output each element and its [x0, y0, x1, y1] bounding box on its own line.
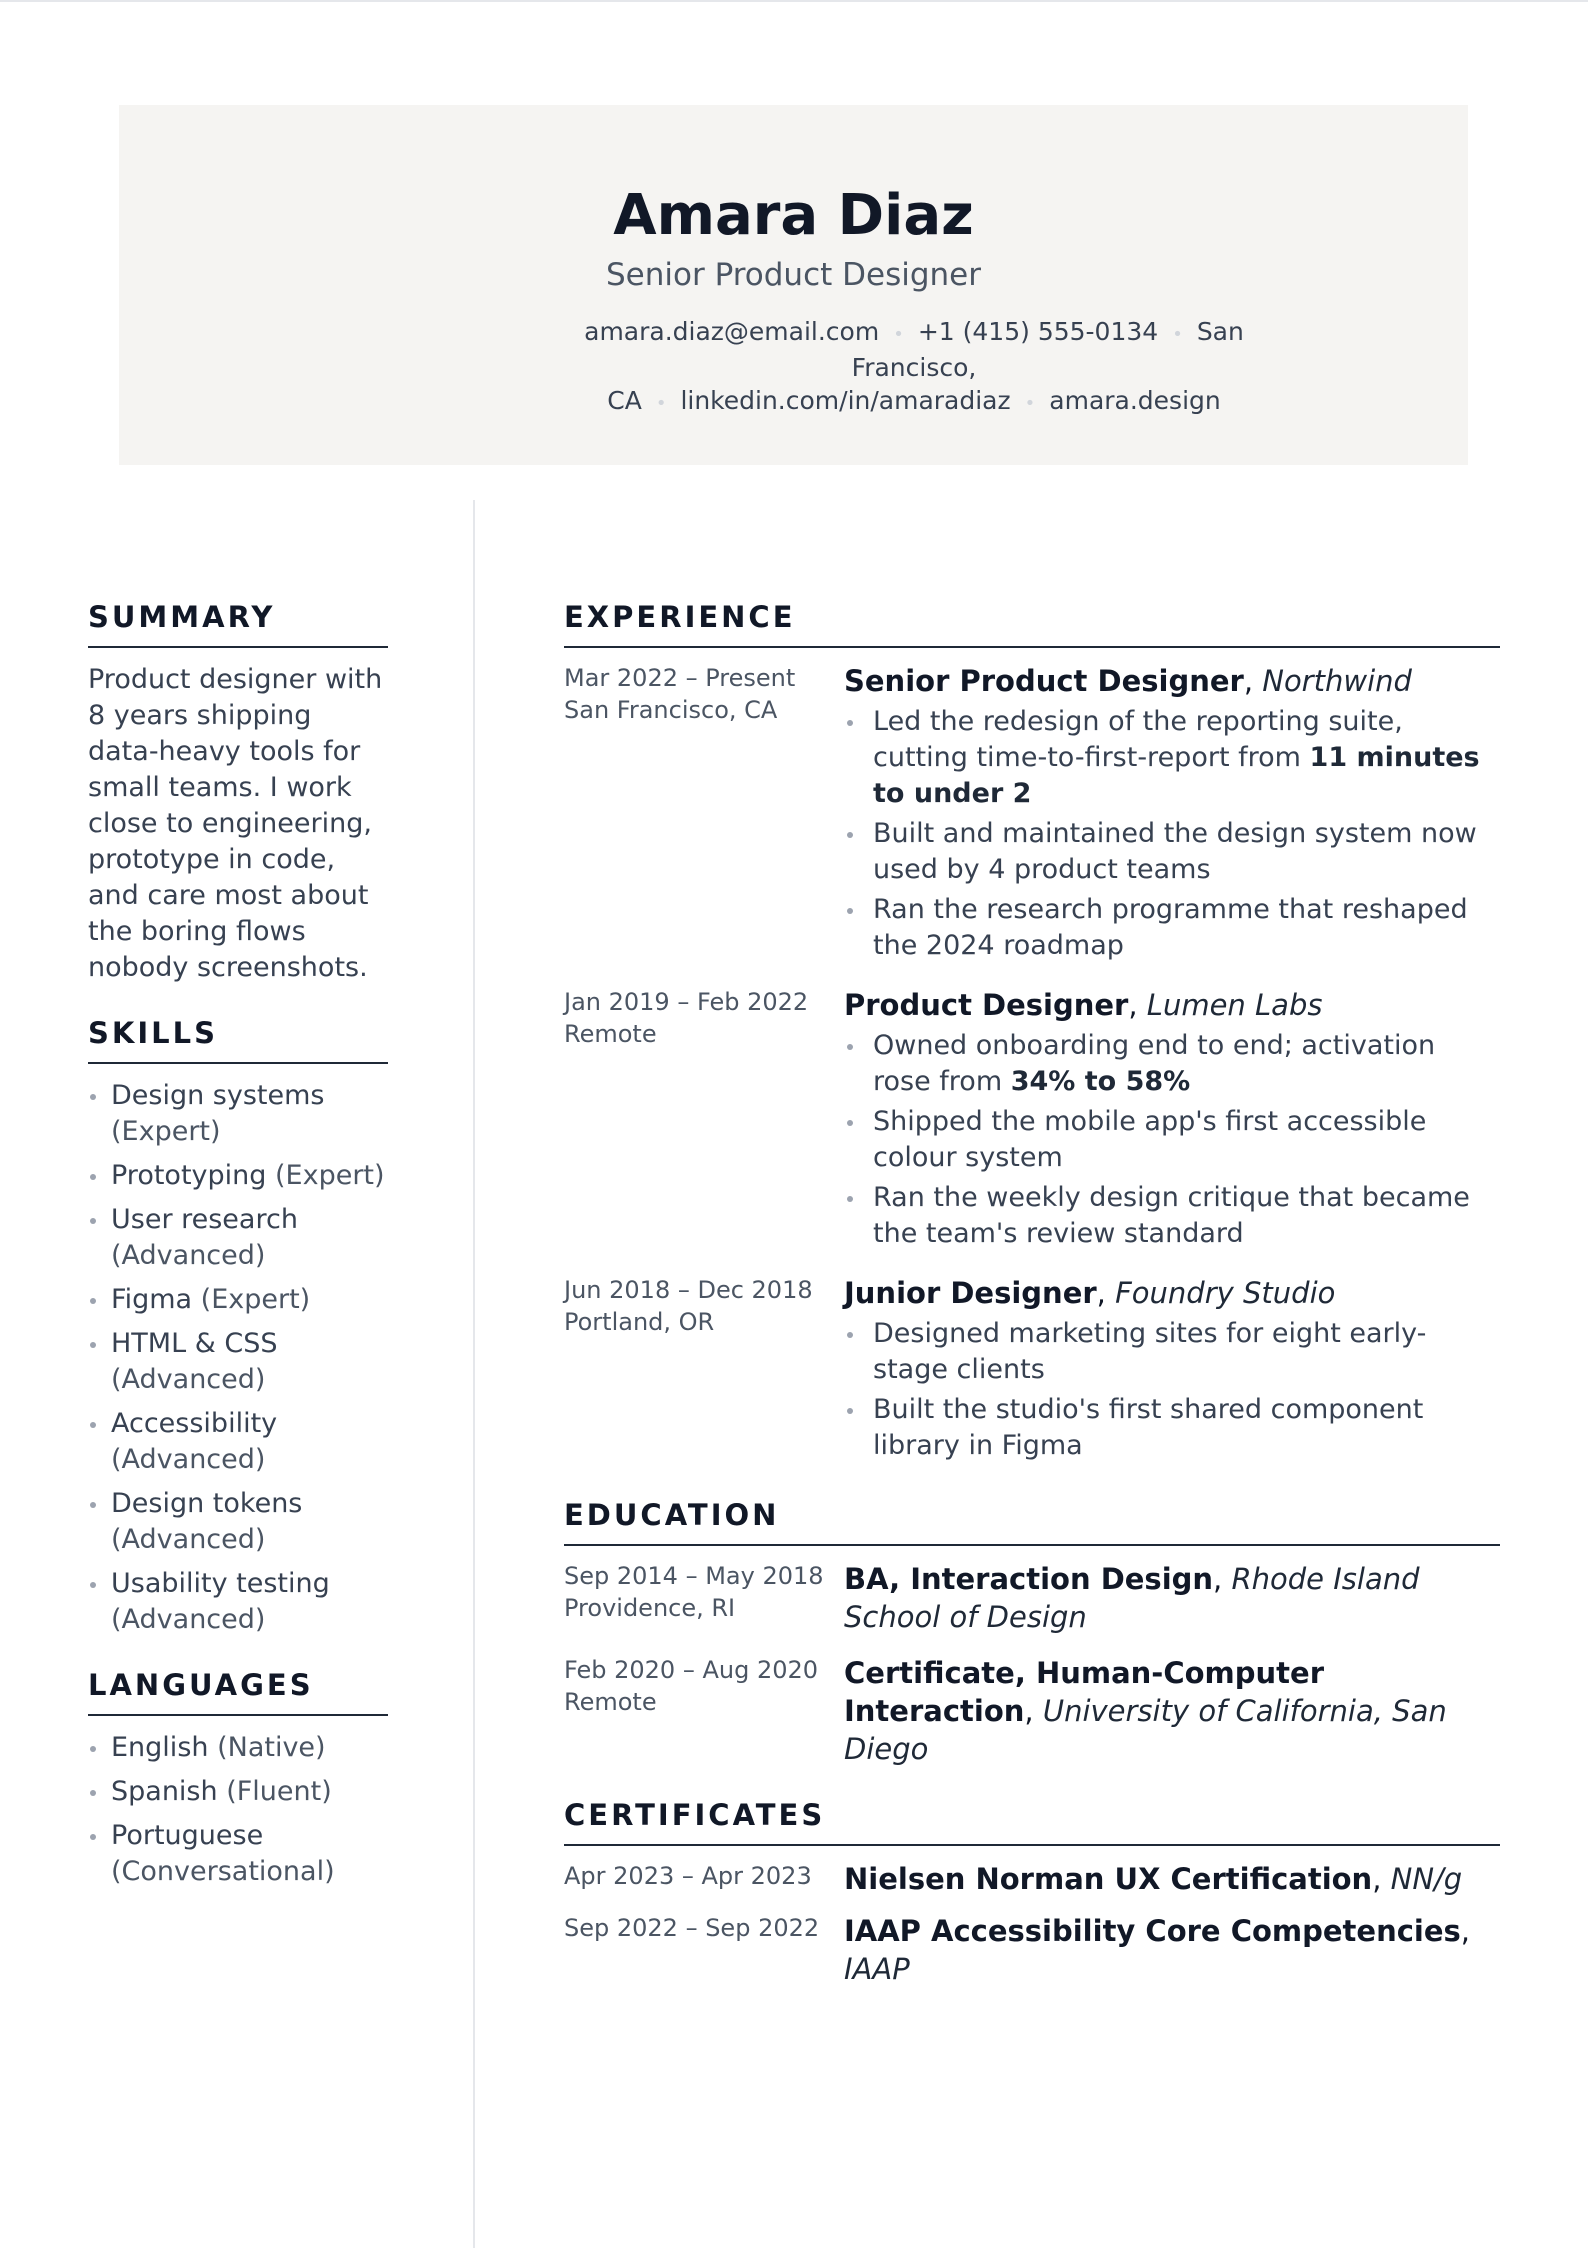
- education-section: [564, 1498, 1500, 1768]
- job-dates: Jan 2019 – Feb 2022: [564, 988, 809, 1016]
- contact-location-part2: CA: [607, 386, 642, 415]
- education-degree: Certificate, Human-Computer Interaction: [844, 1656, 1325, 1728]
- education-school: University of California, San Diego: [844, 1694, 1447, 1766]
- separator-dot: •: [893, 324, 904, 345]
- separator-dot: •: [1024, 393, 1036, 414]
- job-meta: [564, 986, 844, 1256]
- job-entry: [564, 1274, 1500, 1468]
- job-entry: [564, 986, 1500, 1256]
- certificate-content: [844, 1912, 1500, 1988]
- languages-heading: LANGUAGES: [88, 1668, 388, 1716]
- education-meta: [564, 1560, 844, 1636]
- skills-list: [88, 1078, 388, 1638]
- job-bullet: Shipped the mobile app's first accessible colour system: [844, 1104, 1500, 1176]
- job-meta: [564, 662, 844, 968]
- skill-item: HTML & CSS (Advanced): [88, 1326, 388, 1398]
- language-item: Portuguese (Conversational): [88, 1818, 388, 1890]
- education-degree: BA, Interaction Design: [844, 1562, 1214, 1596]
- education-heading: EDUCATION: [564, 1498, 1500, 1546]
- certificate-issuer: NN/g: [1390, 1862, 1463, 1896]
- job-role: Senior Product Designer: [844, 664, 1244, 698]
- contact-email[interactable]: amara.diaz@email.com: [584, 317, 880, 346]
- separator-dot: •: [655, 393, 667, 414]
- job-location: Portland, OR: [564, 1308, 715, 1336]
- job-entry: [564, 662, 1500, 968]
- certificate-name: Nielsen Norman UX Certification: [844, 1862, 1373, 1896]
- contact-location-part1: San Francisco,: [851, 317, 1244, 382]
- education-dates: Feb 2020 – Aug 2020: [564, 1656, 819, 1684]
- education-dates: Sep 2014 – May 2018: [564, 1562, 824, 1590]
- job-role: Junior Designer: [844, 1276, 1097, 1310]
- certificate-issuer: IAAP: [844, 1952, 910, 1986]
- candidate-name: Amara Diaz: [613, 183, 974, 248]
- education-title: BA, Interaction Design, Rhode Island School of Design: [844, 1562, 1420, 1634]
- job-company: Foundry Studio: [1115, 1276, 1336, 1310]
- education-entry: [564, 1560, 1500, 1636]
- job-bullets: [844, 1028, 1500, 1252]
- job-content: [844, 1274, 1500, 1468]
- certificate-dates: Sep 2022 – Sep 2022: [564, 1914, 820, 1942]
- language-item: English (Native): [88, 1730, 388, 1766]
- education-location: Remote: [564, 1688, 657, 1716]
- experience-section: [564, 600, 1500, 1468]
- main-column: [564, 600, 1500, 2018]
- certificate-entry: [564, 1912, 1500, 1988]
- education-school: Rhode Island School of Design: [844, 1562, 1420, 1634]
- certificates-heading: CERTIFICATES: [564, 1798, 1500, 1846]
- job-location: San Francisco, CA: [564, 696, 778, 724]
- job-bullet: Designed marketing sites for eight early-stage clients: [844, 1316, 1500, 1388]
- resume-header: [119, 105, 1468, 465]
- job-title: Product Designer, Lumen Labs: [844, 988, 1323, 1022]
- contact-linkedin[interactable]: linkedin.com/in/amaradiaz: [680, 386, 1011, 415]
- certificate-dates: Apr 2023 – Apr 2023: [564, 1862, 812, 1890]
- certificates-section: [564, 1798, 1500, 1988]
- job-content: [844, 986, 1500, 1256]
- job-bullets: [844, 704, 1500, 964]
- job-dates: Mar 2022 – Present: [564, 664, 796, 692]
- education-meta: [564, 1654, 844, 1768]
- language-item: Spanish (Fluent): [88, 1774, 388, 1810]
- column-divider: [473, 500, 475, 2248]
- job-meta: [564, 1274, 844, 1468]
- job-bullet: Owned onboarding end to end; activation rose from 34% to 58%: [844, 1028, 1500, 1100]
- skill-item: Design systems (Expert): [88, 1078, 388, 1150]
- job-bullet: Ran the research programme that reshaped the 2024 roadmap: [844, 892, 1500, 964]
- summary-text: Product designer with 8 years shipping data-heavy tools for small teams. I work close to engineering, prototype in code, and care most about the boring flows nobody screenshots.: [88, 664, 383, 983]
- job-bullet: Built and maintained the design system now used by 4 product teams: [844, 816, 1500, 888]
- contact-info: [524, 315, 1304, 420]
- job-content: [844, 662, 1500, 968]
- job-title: Junior Designer, Foundry Studio: [844, 1276, 1336, 1310]
- job-bullet: Ran the weekly design critique that became the team's review standard: [844, 1180, 1500, 1252]
- top-border-line: [0, 0, 1588, 2]
- skill-item: Figma (Expert): [88, 1282, 388, 1318]
- summary-heading: SUMMARY: [88, 600, 388, 648]
- job-bullets: [844, 1316, 1500, 1464]
- job-dates: Jun 2018 – Dec 2018: [564, 1276, 813, 1304]
- skill-item: Design tokens (Advanced): [88, 1486, 388, 1558]
- contact-website[interactable]: amara.design: [1049, 386, 1221, 415]
- certificate-entry: [564, 1860, 1500, 1898]
- experience-heading: EXPERIENCE: [564, 600, 1500, 648]
- languages-list: [88, 1730, 388, 1890]
- job-company: Lumen Labs: [1146, 988, 1323, 1022]
- sidebar: [88, 600, 388, 1920]
- certificate-title: IAAP Accessibility Core Competencies, IAAP: [844, 1914, 1471, 1986]
- certificate-name: IAAP Accessibility Core Competencies: [844, 1914, 1461, 1948]
- skill-item: User research (Advanced): [88, 1202, 388, 1274]
- job-title: Senior Product Designer, Northwind: [844, 664, 1412, 698]
- skill-item: Usability testing (Advanced): [88, 1566, 388, 1638]
- skills-heading: SKILLS: [88, 1016, 388, 1064]
- education-title: Certificate, Human-Computer Interaction, University of California, San Diego: [844, 1656, 1447, 1766]
- skill-item: Accessibility (Advanced): [88, 1406, 388, 1478]
- job-location: Remote: [564, 1020, 657, 1048]
- separator-dot: •: [1172, 324, 1183, 345]
- skill-item: Prototyping (Expert): [88, 1158, 388, 1194]
- contact-phone[interactable]: +1 (415) 555-0134: [917, 317, 1159, 346]
- certificate-content: [844, 1860, 1500, 1898]
- job-bullet: Built the studio's first shared component library in Figma: [844, 1392, 1500, 1464]
- job-company: Northwind: [1262, 664, 1412, 698]
- job-role: Product Designer: [844, 988, 1129, 1022]
- education-content: [844, 1654, 1500, 1768]
- education-content: [844, 1560, 1500, 1636]
- education-location: Providence, RI: [564, 1594, 736, 1622]
- education-entry: [564, 1654, 1500, 1768]
- job-bullet: Led the redesign of the reporting suite, cutting time-to-first-report from 11 minutes to under 2: [844, 704, 1500, 812]
- certificate-title: Nielsen Norman UX Certification, NN/g: [844, 1862, 1463, 1896]
- candidate-title: Senior Product Designer: [606, 257, 981, 293]
